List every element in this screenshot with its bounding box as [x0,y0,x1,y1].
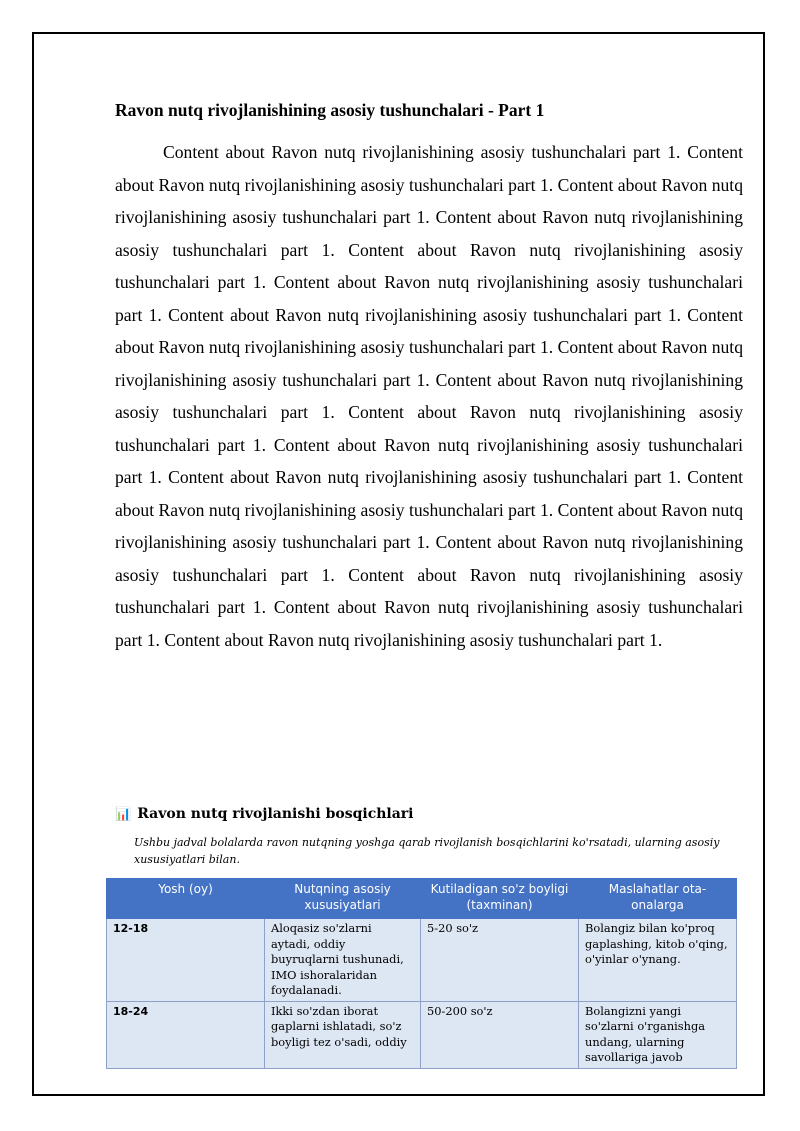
column-header: Yosh (oy) [107,879,265,919]
vocabulary-cell: 50-200 so'z [421,1001,579,1068]
body-paragraph: Content about Ravon nutq rivojlanishining asosiy tushunchalari part 1. Content about Ravon nutq rivojlanishining asosiy tushunchalari part 1. Content about Ravon nutq rivojlanishining asosiy tushunchalari part 1. Content about Ravon nutq rivojlanishining asosiy tushunchalari part 1. Content about Ravon nutq rivojlanishining asosiy tushunchalari part 1. Content about Ravon nutq rivojlanishining asosiy tushunchalari part 1. Content about Ravon nutq rivojlanishining asosiy tushunchalari part 1. Content about Ravon nutq rivojlanishining asosiy tushunchalari part 1. Content about Ravon nutq rivojlanishining asosiy tushunchalari part 1. Content about Ravon nutq rivojlanishining asosiy tushunchalari part 1. Content about Ravon nutq rivojlanishining asosiy tushunchalari part 1. Content about Ravon nutq rivojlanishining asosiy tushunchalari part 1. Content about Ravon nutq rivojlanishining asosiy tushunchalari part 1. Content about Ravon nutq rivojlanishining asosiy tushunchalari part 1. Content about Ravon nutq rivojlanishining asosiy tushunchalari part 1. Content about Ravon nutq rivojlanishining asosiy tushunchalari part 1. Content about Ravon nutq rivojlanishining asosiy tushunchalari part 1. Content about Ravon nutq rivojlanishining asosiy tushunchalari part 1. Content about Ravon nutq rivojlanishining asosiy tushunchalari part 1. [115,142,743,650]
column-header: Maslahatlar ota-onalarga [579,879,737,919]
column-header: Kutiladigan so'z boyligi (taxminan) [421,879,579,919]
advice-cell: Bolangiz bilan ko'proq gaplashing, kitob o'qing, o'yinlar o'ynang. [579,919,737,1002]
table-header-row [107,879,737,919]
age-cell: 18-24 [107,1001,265,1068]
column-header: Nutqning asosiy xususiyatlari [265,879,421,919]
features-cell: Aloqasiz so'zlarni aytadi, oddiy buyruqlarni tushunadi, IMO ishoralaridan foydalanadi. [265,919,421,1002]
age-cell: 12-18 [107,919,265,1002]
table-row [107,1001,737,1068]
section-heading [115,806,735,822]
page-title: Ravon nutq rivojlanishining asosiy tushunchalari - Part 1 [115,100,545,120]
vocabulary-cell: 5-20 so'z [421,919,579,1002]
section-heading-text: Ravon nutq rivojlanishi bosqichlari [137,806,414,822]
advice-cell: Bolangizni yangi so'zlarni o'rganishga undang, ularning savollariga javob [579,1001,737,1068]
table-row [107,919,737,1002]
table-caption: Ushbu jadval bolalarda ravon nutqning yoshga qarab rivojlanish bosqichlarini ko'rsatadi, ularning asosiy xususiyatlari bilan. [134,836,720,866]
bar-chart-icon: 📊 [115,807,132,822]
speech-stages-table [106,878,737,1069]
features-cell: Ikki so'zdan iborat gaplarni ishlatadi, so'z boyligi tez o'sadi, oddiy [265,1001,421,1068]
